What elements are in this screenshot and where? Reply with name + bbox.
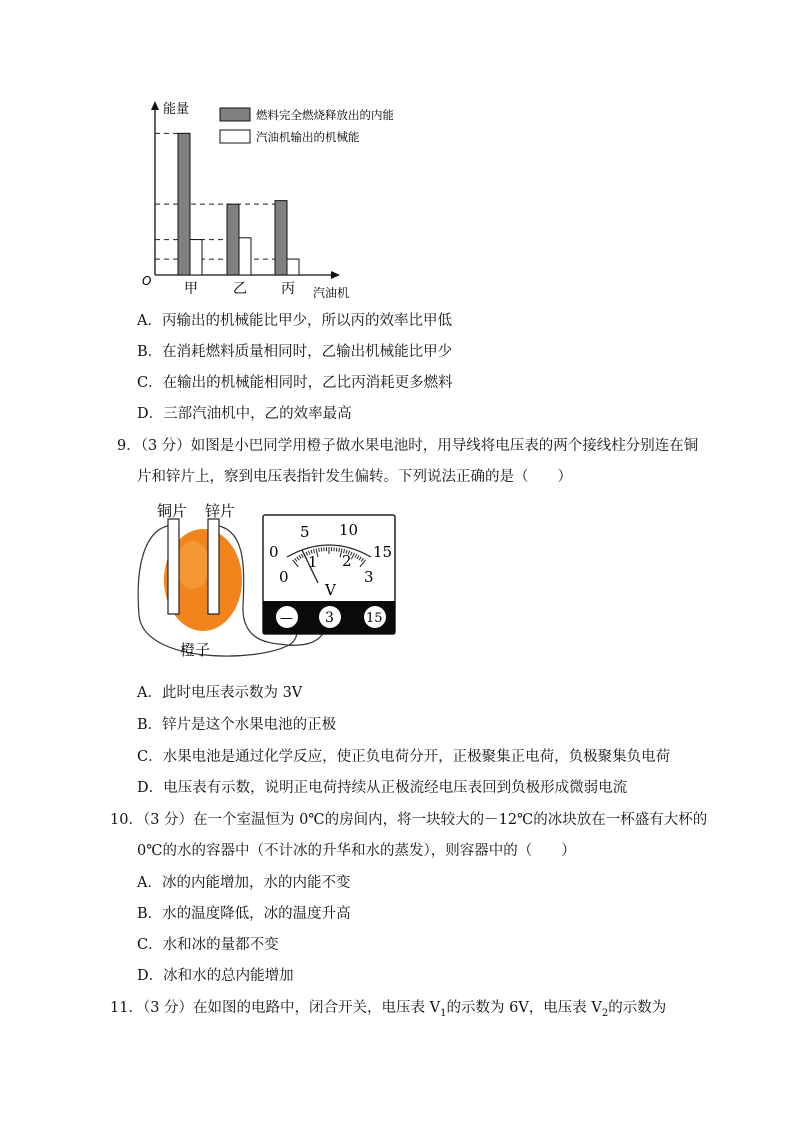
q11-sub2: 2 xyxy=(601,1007,609,1019)
legend-swatch-internal-energy xyxy=(220,108,250,121)
scale-bottom-0: 0 xyxy=(279,568,289,586)
scale-tick xyxy=(336,548,337,552)
q8-option-b: B．在消耗燃料质量相同时，乙输出机械能比甲少 xyxy=(137,344,453,360)
scale-bottom-1: 1 xyxy=(308,553,318,571)
bar-mechanical-energy-0 xyxy=(190,240,202,275)
scale-top-0: 0 xyxy=(269,543,279,561)
category-label-0: 甲 xyxy=(184,281,198,297)
x-axis-arrow-icon xyxy=(331,271,340,279)
scale-bottom-3: 3 xyxy=(364,568,374,586)
bar-mechanical-energy-1 xyxy=(239,238,251,275)
zinc-label: 锌片 xyxy=(205,502,236,520)
bar-mechanical-energy-2 xyxy=(287,259,299,275)
scale-tick xyxy=(339,548,340,552)
terminal-15-label: 15 xyxy=(366,611,383,626)
y-axis-label: 能量 xyxy=(163,102,190,117)
q8-option-d: D．三部汽油机中，乙的效率最高 xyxy=(137,406,352,422)
bar-internal-energy-2 xyxy=(275,201,287,275)
legend-swatch-mechanical-energy xyxy=(220,130,250,143)
q11-sub1: 1 xyxy=(440,1007,447,1019)
scale-top-15: 15 xyxy=(373,543,393,561)
scale-tick xyxy=(319,548,320,552)
bar-internal-energy-1 xyxy=(227,204,239,275)
q11-stem-prefix: 11．（3 分）在如图的电路中，闭合开关，电压表 V xyxy=(110,1000,441,1016)
q8-option-c: C．在输出的机械能相同时，乙比丙消耗更多燃料 xyxy=(137,375,453,391)
copper-plate xyxy=(168,519,179,614)
meter-unit-label: V xyxy=(325,581,336,599)
x-axis-label: 汽油机 xyxy=(313,286,350,300)
q10-option-a: A．冰的内能增加，水的内能不变 xyxy=(137,875,351,891)
scale-top-10: 10 xyxy=(339,521,359,539)
category-label-1: 乙 xyxy=(233,281,247,297)
q9-stem-line2: 片和锌片上，察到电压表指针发生偏转。下列说法正确的是（ ） xyxy=(137,469,572,485)
q9-option-d: D．电压表有示数，说明正电荷持续从正极流经电压表回到负极形成微弱电流 xyxy=(137,780,628,796)
q11-stem xyxy=(110,1001,666,1019)
origin-label: O xyxy=(142,274,152,288)
scale-top-5: 5 xyxy=(300,523,310,541)
negative-terminal-label: — xyxy=(280,611,293,626)
q10-option-b: B．水的温度降低，冰的温度升高 xyxy=(137,906,351,922)
copper-label: 铜片 xyxy=(157,502,188,520)
q11-stem-mid: 的示数为 6V，电压表 V xyxy=(446,1000,602,1016)
q9-option-a: A．此时电压表示数为 3V xyxy=(137,685,303,701)
q10-option-d: D．冰和水的总内能增加 xyxy=(137,968,294,984)
q9-stem-line1: 9．（3 分）如图是小巴同学用橙子做水果电池时，用导线将电压表的两个接线柱分别连在铜 xyxy=(117,438,699,454)
terminal-3-label: 3 xyxy=(325,610,334,626)
scale-bottom-2: 2 xyxy=(342,552,352,570)
category-label-2: 丙 xyxy=(281,281,295,297)
zinc-plate xyxy=(208,519,219,614)
q10-stem-line2: 0℃的水的容器中（不计冰的升华和水的蒸发），则容器中的（ ） xyxy=(137,843,576,859)
q9-option-b: B．锌片是这个水果电池的正极 xyxy=(137,717,337,733)
legend-label-mechanical-energy: 汽油机输出的机械能 xyxy=(256,130,360,144)
y-axis-arrow-icon xyxy=(151,101,159,110)
legend-label-internal-energy: 燃料完全燃烧释放出的内能 xyxy=(256,108,394,122)
q9-option-c: C．水果电池是通过化学反应，使正负电荷分开，正极聚集正电荷，负极聚集负电荷 xyxy=(137,749,671,765)
q8-option-a: A．丙输出的机械能比甲少，所以丙的效率比甲低 xyxy=(137,313,452,329)
q10-option-c: C．水和冰的量都不变 xyxy=(137,937,279,953)
orange-label: 橙子 xyxy=(180,641,211,659)
fruit-battery-figure xyxy=(135,495,405,670)
bar-internal-energy-0 xyxy=(178,133,190,275)
q11-stem-suffix: 的示数为 xyxy=(608,1000,667,1016)
scale-tick xyxy=(321,548,322,552)
q10-stem-line1: 10．（3 分）在一个室温恒为 0℃的房间内，将一块较大的－12℃的冰块放在一杯盛有大杯的 xyxy=(110,812,708,828)
energy-bar-chart xyxy=(130,95,430,305)
